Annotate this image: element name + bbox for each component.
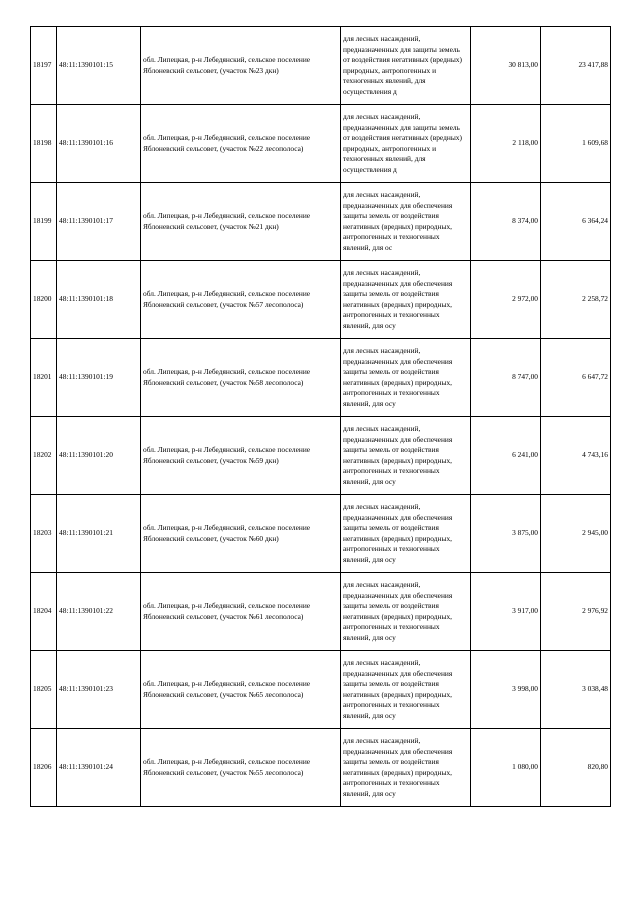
- row-number-cell: 18206: [31, 729, 57, 807]
- table-row: [31, 105, 611, 183]
- address-cell: обл. Липецкая, р-н Лебедянский, сельское поселение Яблоневский сельсовет, (участок №58 лесополоса): [141, 339, 341, 417]
- address-cell: обл. Липецкая, р-н Лебедянский, сельское поселение Яблоневский сельсовет, (участок №21 дкн): [141, 183, 341, 261]
- address-cell: обл. Липецкая, р-н Лебедянский, сельское поселение Яблоневский сельсовет, (участок №57 лесополоса): [141, 261, 341, 339]
- cadastral-value-cell: 2 945,00: [541, 495, 611, 573]
- permitted-use-text: для лесных насаждений, предназначенных для защиты земель от воздействия негативных (вредных) природных, антропогенных и техногенных явлений, для осуществления д: [343, 34, 462, 96]
- permitted-use-text: для лесных насаждений, предназначенных для обеспечения защиты земель от воздействия негативных (вредных) природных, антропогенных и техногенных явлений, для осу: [343, 424, 453, 486]
- permitted-use-text: для лесных насаждений, предназначенных для защиты земель от воздействия негативных (вредных) природных, антропогенных и техногенных явлений, для осуществления д: [343, 112, 462, 174]
- cadastral-number-cell: 48:11:1390101:17: [57, 183, 141, 261]
- cadastral-value-cell: 6 364,24: [541, 183, 611, 261]
- cadastral-number-cell: 48:11:1390101:21: [57, 495, 141, 573]
- cadastral-value-cell: 6 647,72: [541, 339, 611, 417]
- permitted-use-cell: [341, 261, 471, 339]
- row-number-cell: 18204: [31, 573, 57, 651]
- table-row: [31, 417, 611, 495]
- permitted-use-text: для лесных насаждений, предназначенных для обеспечения защиты земель от воздействия негативных (вредных) природных, антропогенных и техногенных явлений, для осу: [343, 268, 453, 330]
- address-cell: обл. Липецкая, р-н Лебедянский, сельское поселение Яблоневский сельсовет, (участок №65 лесополоса): [141, 651, 341, 729]
- permitted-use-cell: [341, 27, 471, 105]
- table-row: [31, 339, 611, 417]
- table-row: [31, 651, 611, 729]
- permitted-use-cell: [341, 183, 471, 261]
- area-cell: 1 080,00: [471, 729, 541, 807]
- permitted-use-text: для лесных насаждений, предназначенных для обеспечения защиты земель от воздействия негативных (вредных) природных, антропогенных и техногенных явлений, для осу: [343, 346, 453, 408]
- cadastral-number-cell: 48:11:1390101:15: [57, 27, 141, 105]
- cadastral-value-cell: 2 258,72: [541, 261, 611, 339]
- permitted-use-cell: [341, 573, 471, 651]
- permitted-use-cell: [341, 339, 471, 417]
- area-cell: 8 747,00: [471, 339, 541, 417]
- table-row: [31, 27, 611, 105]
- permitted-use-cell: [341, 729, 471, 807]
- table-row: [31, 495, 611, 573]
- row-number-cell: 18205: [31, 651, 57, 729]
- cadastral-number-cell: 48:11:1390101:16: [57, 105, 141, 183]
- permitted-use-cell: [341, 105, 471, 183]
- table-body: [31, 27, 611, 807]
- area-cell: 6 241,00: [471, 417, 541, 495]
- address-cell: обл. Липецкая, р-н Лебедянский, сельское поселение Яблоневский сельсовет, (участок №61 лесополоса): [141, 573, 341, 651]
- permitted-use-text: для лесных насаждений, предназначенных для обеспечения защиты земель от воздействия негативных (вредных) природных, антропогенных и техногенных явлений, для осу: [343, 736, 453, 798]
- table-row: [31, 261, 611, 339]
- cadastral-value-cell: 2 976,92: [541, 573, 611, 651]
- row-number-cell: 18200: [31, 261, 57, 339]
- cadastral-number-cell: 48:11:1390101:22: [57, 573, 141, 651]
- land-registry-table: [30, 26, 611, 807]
- address-cell: обл. Липецкая, р-н Лебедянский, сельское поселение Яблоневский сельсовет, (участок №23 дкн): [141, 27, 341, 105]
- address-cell: обл. Липецкая, р-н Лебедянский, сельское поселение Яблоневский сельсовет, (участок №22 лесополоса): [141, 105, 341, 183]
- row-number-cell: 18198: [31, 105, 57, 183]
- row-number-cell: 18197: [31, 27, 57, 105]
- row-number-cell: 18202: [31, 417, 57, 495]
- cadastral-number-cell: 48:11:1390101:24: [57, 729, 141, 807]
- cadastral-number-cell: 48:11:1390101:20: [57, 417, 141, 495]
- area-cell: 30 813,00: [471, 27, 541, 105]
- permitted-use-cell: [341, 651, 471, 729]
- table-row: [31, 573, 611, 651]
- cadastral-value-cell: 3 038,48: [541, 651, 611, 729]
- cadastral-number-cell: 48:11:1390101:23: [57, 651, 141, 729]
- row-number-cell: 18199: [31, 183, 57, 261]
- address-cell: обл. Липецкая, р-н Лебедянский, сельское поселение Яблоневский сельсовет, (участок №59 дкн): [141, 417, 341, 495]
- cadastral-value-cell: 23 417,88: [541, 27, 611, 105]
- address-cell: обл. Липецкая, р-н Лебедянский, сельское поселение Яблоневский сельсовет, (участок №60 дкн): [141, 495, 341, 573]
- permitted-use-text: для лесных насаждений, предназначенных для обеспечения защиты земель от воздействия негативных (вредных) природных, антропогенных и техногенных явлений, для осу: [343, 502, 453, 564]
- area-cell: 2 118,00: [471, 105, 541, 183]
- cadastral-value-cell: 4 743,16: [541, 417, 611, 495]
- table-row: [31, 183, 611, 261]
- table-row: [31, 729, 611, 807]
- cadastral-number-cell: 48:11:1390101:19: [57, 339, 141, 417]
- permitted-use-text: для лесных насаждений, предназначенных для обеспечения защиты земель от воздействия негативных (вредных) природных, антропогенных и техногенных явлений, для осу: [343, 658, 453, 720]
- address-cell: обл. Липецкая, р-н Лебедянский, сельское поселение Яблоневский сельсовет, (участок №55 лесополоса): [141, 729, 341, 807]
- permitted-use-cell: [341, 495, 471, 573]
- row-number-cell: 18201: [31, 339, 57, 417]
- cadastral-value-cell: 1 609,68: [541, 105, 611, 183]
- permitted-use-text: для лесных насаждений, предназначенных для обеспечения защиты земель от воздействия негативных (вредных) природных, антропогенных и техногенных явлений, для осу: [343, 580, 453, 642]
- area-cell: 8 374,00: [471, 183, 541, 261]
- row-number-cell: 18203: [31, 495, 57, 573]
- area-cell: 2 972,00: [471, 261, 541, 339]
- document-page: [30, 26, 610, 807]
- permitted-use-cell: [341, 417, 471, 495]
- cadastral-value-cell: 820,80: [541, 729, 611, 807]
- area-cell: 3 998,00: [471, 651, 541, 729]
- area-cell: 3 917,00: [471, 573, 541, 651]
- cadastral-number-cell: 48:11:1390101:18: [57, 261, 141, 339]
- area-cell: 3 875,00: [471, 495, 541, 573]
- permitted-use-text: для лесных насаждений, предназначенных для обеспечения защиты земель от воздействия негативных (вредных) природных, антропогенных и техногенных явлений, для ос: [343, 190, 453, 252]
